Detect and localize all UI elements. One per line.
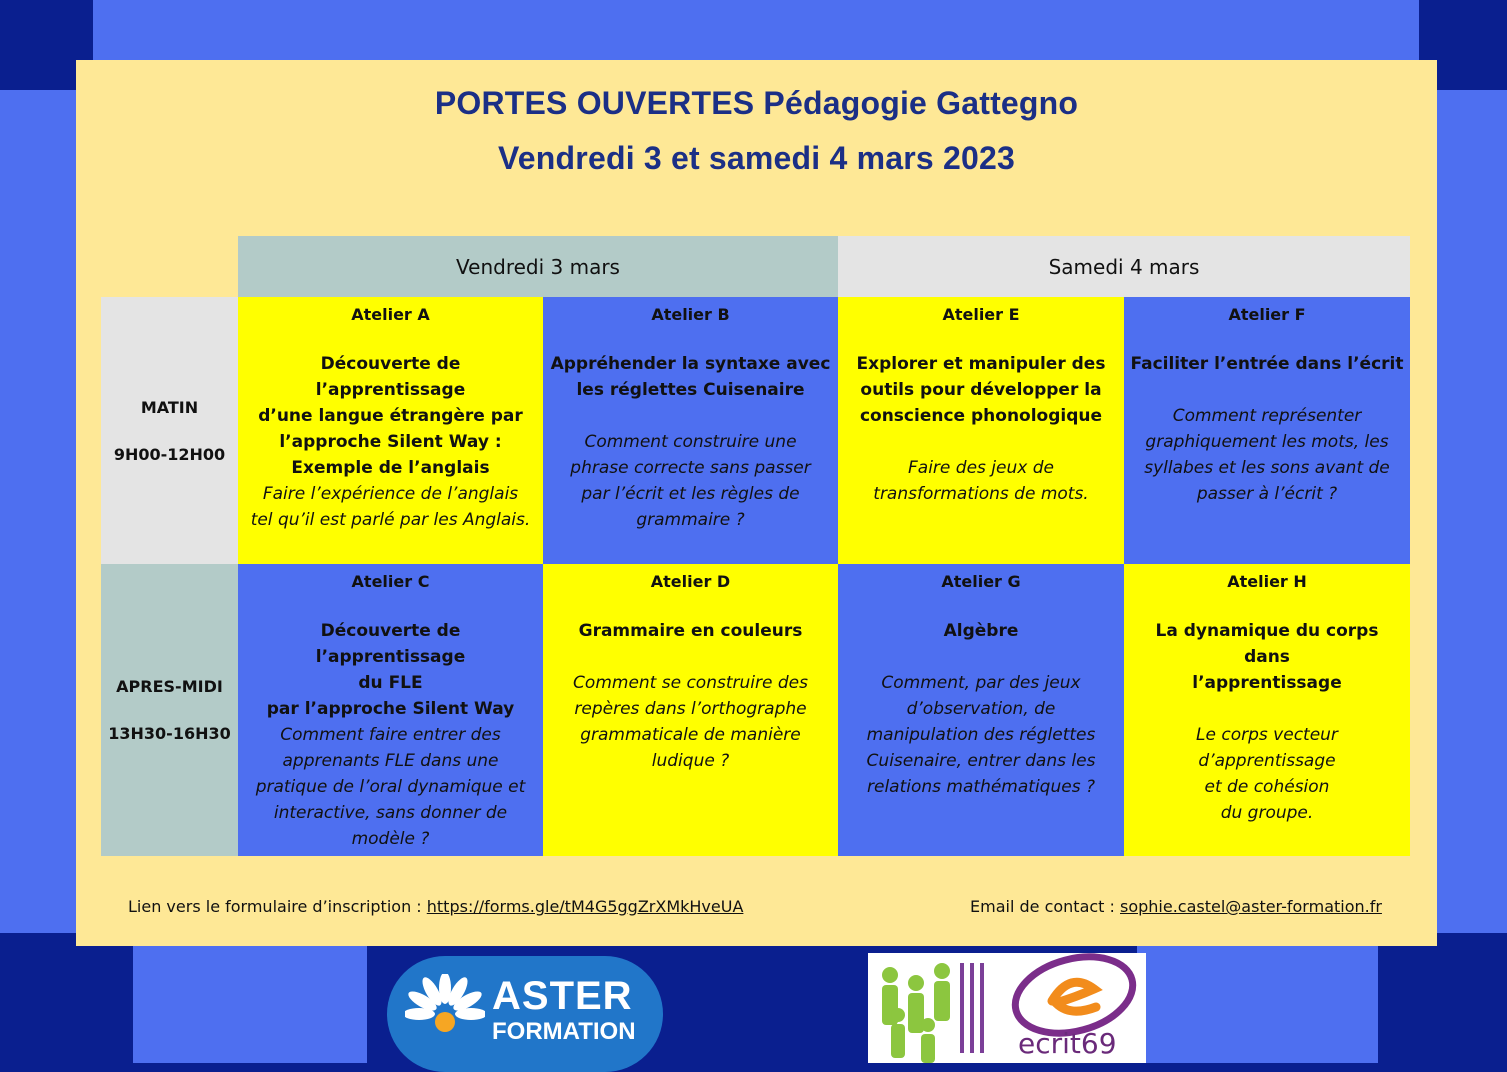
workshop-e-title-1: Explorer et manipuler des bbox=[856, 354, 1106, 374]
workshop-d-desc-4: ludique ? bbox=[651, 751, 730, 771]
workshop-g-desc-3: manipulation des réglettes bbox=[866, 725, 1096, 745]
day-header-samedi: Samedi 4 mars bbox=[838, 236, 1410, 297]
workshop-f-title-1: Faciliter l’entrée dans l’écrit bbox=[1130, 354, 1404, 374]
aster-formation-logo bbox=[387, 956, 663, 1072]
row-label-apres-midi bbox=[101, 564, 238, 856]
workshop-h-desc-2: d’apprentissage bbox=[1198, 751, 1336, 771]
workshop-c-title-1: Découverte de l’apprentissage bbox=[315, 621, 466, 667]
workshop-b-title-2: les réglettes Cuisenaire bbox=[576, 380, 805, 400]
row-label-matin bbox=[101, 297, 238, 564]
workshop-c bbox=[238, 564, 543, 856]
workshop-c-desc-4: interactive, sans donner de bbox=[273, 803, 508, 823]
workshop-e-title-3: conscience phonologique bbox=[859, 406, 1103, 426]
day-header-vendredi: Vendredi 3 mars bbox=[238, 236, 838, 297]
email-label: Email de contact : bbox=[970, 897, 1120, 916]
workshop-h-title-2: l’apprentissage bbox=[1192, 673, 1342, 693]
workshop-d bbox=[543, 564, 838, 856]
workshop-h bbox=[1124, 564, 1410, 856]
workshop-a-title-1: Découverte de l’apprentissage bbox=[315, 354, 466, 400]
workshop-h-desc-1: Le corps vecteur bbox=[1196, 725, 1338, 745]
workshop-e-label: Atelier E bbox=[942, 305, 1020, 324]
workshop-f-label: Atelier F bbox=[1228, 305, 1306, 324]
workshop-e-desc-1: Faire des jeux de bbox=[908, 458, 1054, 478]
workshop-h-desc-4: du groupe. bbox=[1220, 803, 1314, 823]
email-link[interactable]: sophie.castel@aster-formation.fr bbox=[1120, 897, 1382, 916]
poster-title: PORTES OUVERTES Pédagogie Gattegno bbox=[434, 85, 1079, 121]
workshop-a-title-3: l’approche Silent Way : bbox=[279, 432, 502, 452]
workshop-b-desc-3: par l’écrit et les règles de bbox=[581, 484, 800, 504]
workshop-c-title-3: par l’approche Silent Way bbox=[266, 699, 515, 719]
workshop-d-desc-3: grammaticale de manière bbox=[580, 725, 801, 745]
workshop-g-title-1: Algèbre bbox=[943, 621, 1019, 641]
workshop-a-title-4: Exemple de l’anglais bbox=[291, 458, 490, 478]
row-label-apres-midi-text: APRES-MIDI bbox=[116, 677, 223, 696]
workshop-c-desc-3: pratique de l’oral dynamique et bbox=[255, 777, 526, 797]
workshop-d-label: Atelier D bbox=[650, 572, 731, 591]
association-logo-icon bbox=[868, 953, 1006, 1063]
workshop-a-label: Atelier A bbox=[351, 305, 430, 324]
email-contact-row bbox=[970, 897, 1382, 916]
workshop-f-desc-4: passer à l’écrit ? bbox=[1196, 484, 1338, 504]
partner-logos bbox=[868, 953, 1146, 1063]
workshop-h-title-1: La dynamique du corps dans bbox=[1155, 621, 1379, 667]
workshop-b bbox=[543, 297, 838, 564]
workshop-g-desc-5: relations mathématiques ? bbox=[867, 777, 1095, 797]
form-link-row bbox=[128, 897, 743, 916]
workshop-g-label: Atelier G bbox=[941, 572, 1021, 591]
workshop-h-label: Atelier H bbox=[1227, 572, 1307, 591]
workshop-c-desc-2: apprenants FLE dans une bbox=[282, 751, 499, 771]
poster-subtitle: Vendredi 3 et samedi 4 mars 2023 bbox=[498, 140, 1015, 176]
formation-logo-word: FORMATION bbox=[492, 1018, 636, 1045]
workshop-b-desc-4: grammaire ? bbox=[636, 510, 745, 530]
row-label-matin-text: MATIN bbox=[140, 397, 199, 417]
workshop-b-title-1: Appréhender la syntaxe avec bbox=[550, 354, 831, 374]
workshop-g-desc-1: Comment, par des jeux bbox=[881, 673, 1081, 693]
workshop-a-title-2: d’une langue étrangère par bbox=[258, 406, 523, 426]
workshop-c-label: Atelier C bbox=[351, 572, 430, 591]
workshop-a bbox=[238, 297, 543, 564]
workshop-f-desc-2: graphiquement les mots, les bbox=[1145, 432, 1389, 452]
workshop-a-desc-1: Faire l’expérience de l’anglais bbox=[262, 484, 519, 504]
workshop-g-desc-4: Cuisenaire, entrer dans les bbox=[866, 751, 1096, 771]
workshop-d-title-1: Grammaire en couleurs bbox=[578, 621, 803, 641]
workshop-h-desc-3: et de cohésion bbox=[1204, 777, 1330, 797]
workshop-g bbox=[838, 564, 1124, 856]
workshop-e bbox=[838, 297, 1124, 564]
workshop-a-desc-2: tel qu’il est parlé par les Anglais. bbox=[250, 510, 531, 530]
aster-logo-word: ASTER bbox=[492, 974, 633, 1018]
poster bbox=[76, 60, 1437, 946]
workshop-g-desc-2: d’observation, de bbox=[906, 699, 1056, 719]
workshop-d-desc-1: Comment se construire des bbox=[573, 673, 808, 693]
form-link[interactable]: https://forms.gle/tM4G5ggZrXMkHveUA bbox=[426, 897, 744, 916]
workshop-b-label: Atelier B bbox=[651, 305, 730, 324]
row-label-apres-midi-time: 13H30-16H30 bbox=[108, 724, 231, 743]
workshop-e-desc-2: transformations de mots. bbox=[873, 484, 1089, 504]
form-link-label: Lien vers le formulaire d’inscription : bbox=[128, 897, 427, 916]
ecrit69-logo-text: ecrit69 bbox=[1018, 1027, 1117, 1060]
workshop-b-desc-2: phrase correcte sans passer bbox=[570, 458, 811, 478]
daisy-icon bbox=[405, 974, 485, 1054]
workshop-f bbox=[1124, 297, 1410, 564]
workshop-f-desc-1: Comment représenter bbox=[1172, 406, 1362, 426]
workshop-c-title-2: du FLE bbox=[358, 673, 423, 693]
row-label-matin-time: 9H00-12H00 bbox=[113, 444, 226, 464]
workshop-c-desc-1: Comment faire entrer des bbox=[280, 725, 501, 745]
workshop-b-desc-1: Comment construire une bbox=[584, 432, 797, 452]
workshop-f-desc-3: syllabes et les sons avant de bbox=[1144, 458, 1390, 478]
workshop-c-desc-5: modèle ? bbox=[351, 829, 430, 849]
workshop-e-title-2: outils pour développer la bbox=[860, 380, 1102, 400]
workshop-d-desc-2: repères dans l’orthographe bbox=[574, 699, 807, 719]
